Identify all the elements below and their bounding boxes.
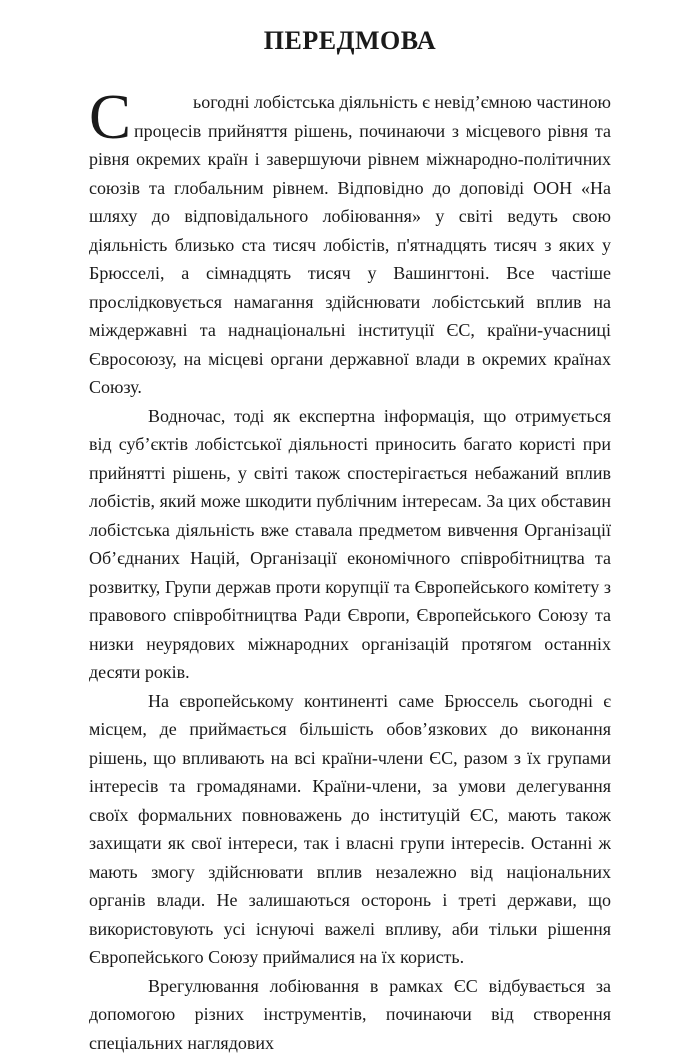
paragraph-3: На європейському континенті саме Брюссель сьогодні є місцем, де приймається більшість обов’язкових до виконання рішень, що впливають на всі країни-члени ЄС, разом з їх групами інтересів та громадянами. Країни-члени, за умови делегування своїх формальних повноважень до інституцій ЄС, мають також захищати як свої інтереси, так і власні групи інтересів. Останні ж мають змогу здійснювати вплив незалежно від національних органів влади. Не залишаються осторонь і треті держави, що використовують усі існуючі важелі впливу, аби тільки рішення Європейського Союзу приймалися на їх користь. — [89, 687, 611, 972]
paragraph-1 — [89, 88, 611, 402]
page-title: ПЕРЕДМОВА — [0, 26, 700, 56]
paragraph-2: Водночас, тоді як експертна інформація, що отримується від суб’єктів лобістської діяльності приносить багато користі при прийнятті рішень, у світі також спостерігається небажаний вплив лобістів, який може шкодити публічним інтересам. За цих обставин лобістська діяльність вже ставала предметом вивчення Організації Об’єднаних Націй, Організації економічного співробітництва та розвитку, Групи держав проти корупції та Європейського комітету з правового співробітництва Ради Європи, Європейського Союзу та низки неурядових міжнародних організацій протягом останніх десяти років. — [89, 402, 611, 687]
paragraph-1-text: процесів прийняття рішень, починаючи з місцевого рівня та рівня окремих країн і завершуючи рівнем міжнародно-політичних союзів та глобальним рівнем. Відповідно до доповіді ООН «На шляху до відповідального лобіювання» у світі ведуть свою діяльність близько ста тисяч лобістів, п'ятнадцять тисяч з яких у Брюсселі, а сімнадцять тисяч у Вашингтоні. Все частіше прослідковується намагання здійснювати лобістський вплив на міждержавні та наднаціональні інституції ЄС, країни-учасниці Євросоюзу, на місцеві органи державної влади в окремих країнах Союзу. — [89, 121, 611, 398]
paragraph-1-first-line-text: ьогодні лобістська діяльність є невід’ємною частиною — [193, 92, 611, 112]
document-body — [89, 88, 611, 1057]
paragraph-4: Врегулювання лобіювання в рамках ЄС відбувається за допомогою різних інструментів, починаючи від створення спеціальних наглядових — [89, 972, 611, 1057]
paragraph-1-first-line — [89, 88, 611, 117]
drop-cap: С — [89, 91, 131, 143]
